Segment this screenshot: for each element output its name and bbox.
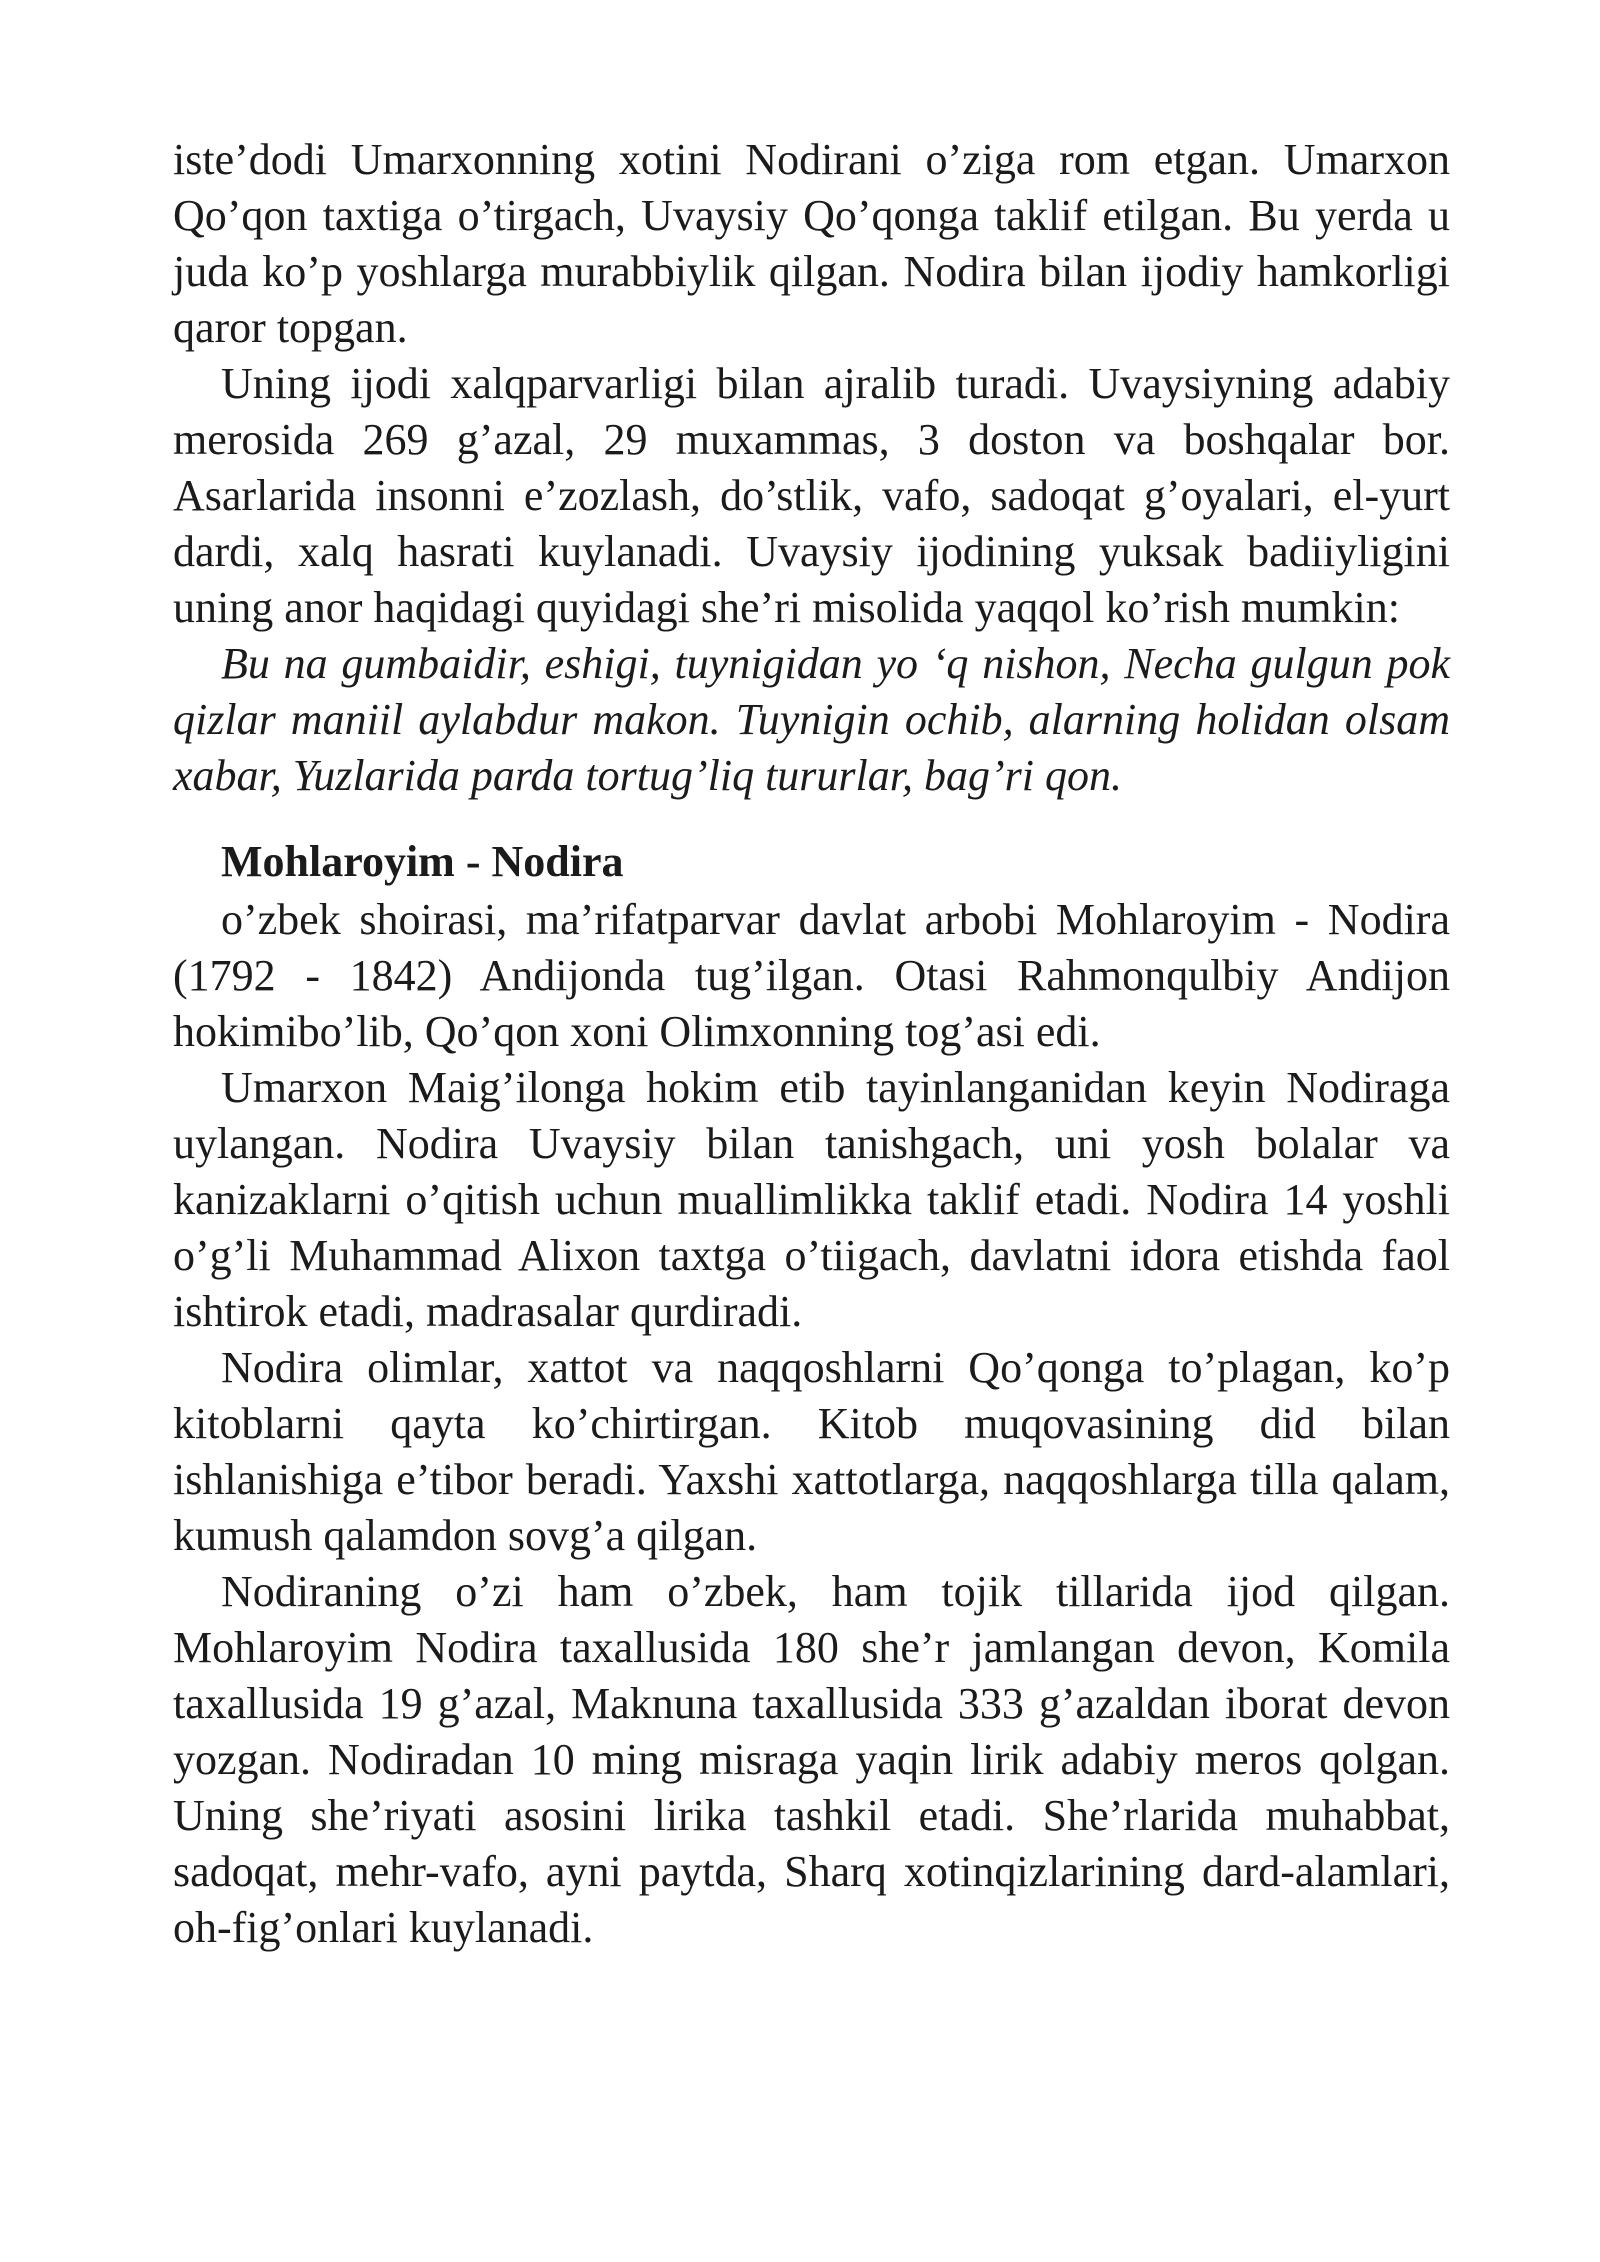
paragraph-nodira-patronage: Nodira olimlar, xattot va naqqoshlarni Qo’qonga to’plagan, ko’p kitoblarni qayta ko’chirtirgan. Kitob muqovasining did bilan ishlanishiga e’tibor beradi. Yaxshi xattotlarga, naqqoshlarga tilla qalam, kumush qalamdon sovg’a qilgan. (173, 1343, 1450, 1560)
paragraph-nodira-works: Nodiraning o’zi ham o’zbek, ham tojik tillarida ijod qilgan. Mohlaroyim Nodira taxallusida 180 she’r jamlangan devon, Komila taxallusida 19 g’azal, Maknuna taxallusida 333 g’azaldan iborat devon yozgan. Nodiradan 10 ming misraga yaqin lirik adabiy meros qolgan. Uning she’riyati asosini lirika tashkil etadi. She’rlarida muhabbat, sadoqat, mehr-vafo, ayni paytda, Sharq xotinqizlarining dard-alamlari, oh-fig’onlari kuylanadi. (173, 1567, 1450, 1952)
paragraph-uvaysiy-legacy: Uning ijodi xalqparvarligi bilan ajralib turadi. Uvaysiyning adabiy merosida 269 g’azal, 29 muxammas, 3 doston va boshqalar bor. Asarlarida insonni e’zozlash, do’stlik, vafo, sadoqat g’oyalari, el-yurt dardi, xalq hasrati kuylanadi. Uvaysiy ijodining yuksak badiiyligini uning anor haqidagi quyidagi she’ri misolida yaqqol ko’rish mumkin: (173, 359, 1450, 632)
paragraph-continuation: iste’dodi Umarxonning xotini Nodirani o’ziga rom etgan. Umarxon Qo’qon taxtiga o’tirgach, Uvaysiy Qo’qonga taklif etilgan. Bu yerda u juda ko’p yoshlarga murabbiylik qilgan. Nodira bilan ijodiy hamkorligi qaror topgan. (173, 135, 1450, 352)
poem-excerpt: Bu na gumbaidir, eshigi, tuynigidan yo ‘q nishon, Necha gulgun pok qizlar maniil aylabdur makon. Tuynigin ochib, alarning holidan olsam xabar, Yuzlarida parda tortug’liq tururlar, bag’ri qon. (173, 639, 1450, 800)
paragraph-nodira-bio: o’zbek shoirasi, ma’rifatparvar davlat arbobi Mohlaroyim - Nodira (1792 - 1842) Andijonda tug’ilgan. Otasi Rahmonqulbiy Andijon hokimibo’lib, Qo’qon xoni Olimxonning tog’asi edi. (173, 895, 1450, 1056)
document-page (173, 132, 1450, 1956)
section-heading: Mohlaroyim - Nodira (221, 837, 624, 886)
paragraph-nodira-marriage: Umarxon Maig’ilonga hokim etib tayinlanganidan keyin Nodiraga uylangan. Nodira Uvaysiy bilan tanishgach, uni yosh bolalar va kanizaklarni o’qitish uchun muallimlikka taklif etadi. Nodira 14 yoshli o’g’li Muhammad Alixon taxtga o’tiigach, davlatni idora etishda faol ishtirok etadi, madrasalar qurdiradi. (173, 1063, 1450, 1336)
